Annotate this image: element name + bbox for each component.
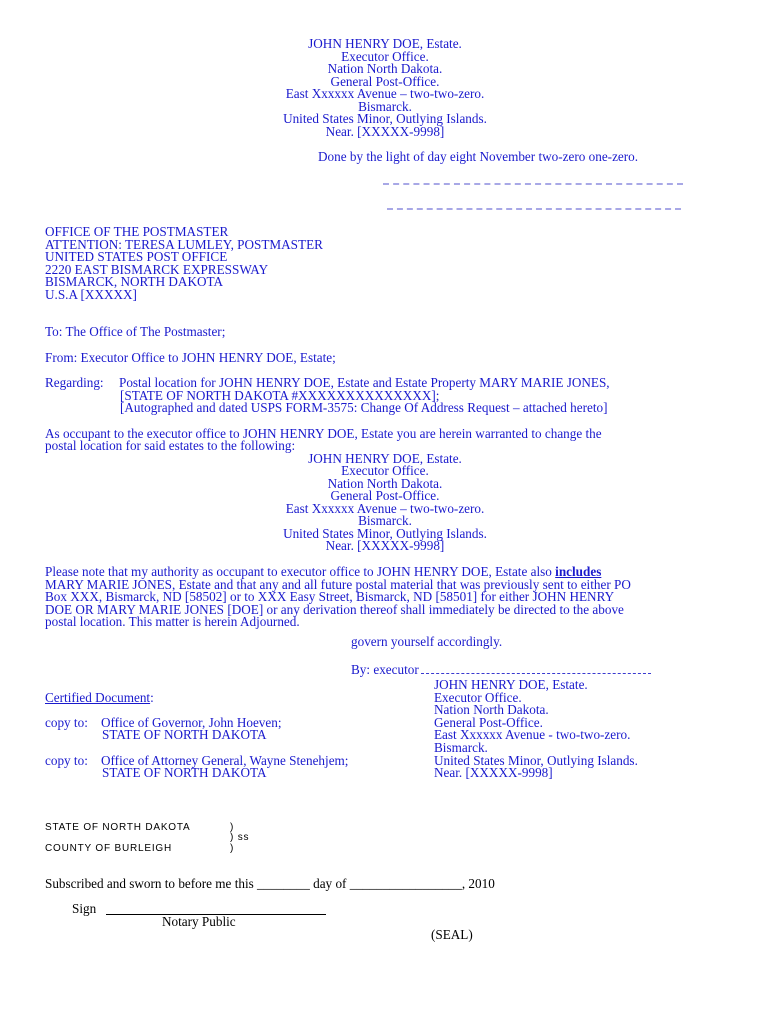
copy-state: STATE OF NORTH DAKOTA (102, 765, 267, 780)
notary-paren: ) (230, 822, 235, 833)
header-line: JOHN HENRY DOE, Estate. (308, 36, 462, 51)
from-line: From: Executor Office to JOHN HENRY DOE, Estate; (45, 350, 336, 365)
by-label: By: executor (351, 662, 419, 677)
header-line: United States Minor, Outlying Islands. (283, 111, 487, 126)
header-line: Bismarck. (358, 99, 412, 114)
address-line: JOHN HENRY DOE, Estate. (308, 451, 462, 466)
emphasis-text: includes (555, 564, 602, 579)
date-line: Done by the light of day eight November two-zero one-zero. (318, 149, 639, 164)
paragraph-line: postal location for said estates to the following: (45, 438, 296, 453)
copy-label: copy to: (45, 715, 88, 730)
address-line: General Post-Office. (330, 488, 440, 503)
notary-state: STATE OF NORTH DAKOTA (45, 822, 191, 833)
regarding-line: Postal location for JOHN HENRY DOE, Estate and Estate Property MARY MARIE JONES, (119, 375, 610, 390)
recipient-line: 2220 EAST BISMARCK EXPRESSWAY (45, 261, 269, 277)
signature-line (421, 664, 651, 674)
address-line: East Xxxxxx Avenue – two-two-zero. (285, 501, 485, 516)
header-line: Executor Office. (341, 49, 429, 64)
signature-line-text: JOHN HENRY DOE, Estate. (434, 677, 588, 692)
certified-document (45, 692, 154, 705)
copy-label: copy to: (45, 753, 88, 768)
signature-line-text: Executor Office. (434, 689, 522, 705)
signature-line-text: Nation North Dakota. (434, 702, 549, 718)
govern-line: govern yourself accordingly. (351, 634, 503, 649)
notary-paren: ) (230, 843, 235, 854)
signature-by (351, 664, 651, 677)
recipient-block (45, 226, 323, 302)
signature-line-text: United States Minor, Outlying Islands. (434, 752, 638, 768)
recipient-line: ATTENTION: TERESA LUMLEY, POSTMASTER (45, 236, 323, 252)
copy-state: STATE OF NORTH DAKOTA (102, 727, 267, 742)
paragraph-line: MARY MARIE JONES, Estate and that any and all future postal material that was previously sent to either PO (45, 577, 631, 592)
notary-public-label: Notary Public (162, 914, 236, 929)
address-line: United States Minor, Outlying Islands. (283, 526, 487, 541)
signature-block (434, 679, 638, 780)
notary-county: COUNTY OF BURLEIGH (45, 843, 173, 854)
paragraph-line: DOE OR MARY MARIE JONES [DOE] or any derivation thereof shall immediately be directed to the above (45, 602, 624, 617)
to-line: To: The Office of The Postmaster; (45, 324, 226, 339)
signature-line-text: East Xxxxxx Avenue - two-two-zero. (434, 727, 631, 743)
paragraph-line: Box XXX, Bismarck, ND [58502] or to XXX Easy Street, Bismarck, ND [58501] for either JOHN HENRY (45, 589, 615, 604)
sworn-line: Subscribed and sworn to before me this ________ day of _________________, 2010 (45, 876, 495, 891)
signature-line-text: Bismarck. (434, 739, 488, 755)
recipient-line: UNITED STATES POST OFFICE (45, 249, 228, 265)
paragraph-line: As occupant to the executor office to JOHN HENRY DOE, Estate you are herein warranted to change the (45, 426, 602, 441)
paragraph-text: Please note that my authority as occupant to executor office to JOHN HENRY DOE, Estate also (45, 564, 556, 579)
header-line: Nation North Dakota. (327, 61, 443, 76)
regarding-line: [STATE OF NORTH DAKOTA #XXXXXXXXXXXXXX]; (120, 388, 440, 403)
copy-office: Office of Attorney General, Wayne Stenehjem; (101, 753, 349, 768)
sign-label: Sign (72, 901, 97, 916)
recipient-line: U.S.A [XXXXX] (45, 286, 137, 302)
regarding-line: [Autographed and dated USPS FORM-3575: Change Of Address Request – attached hereto] (120, 400, 608, 415)
paragraph-line: postal location. This matter is herein Adjourned. (45, 614, 300, 629)
address-line: Bismarck. (358, 513, 412, 528)
recipient-line: BISMARCK, NORTH DAKOTA (45, 274, 224, 290)
address-line: Near. [XXXXX-9998] (325, 538, 445, 553)
address-line: Nation North Dakota. (327, 476, 443, 491)
copy-office: Office of Governor, John Hoeven; (101, 715, 282, 730)
seal-label: (SEAL) (431, 927, 473, 942)
header-line: General Post-Office. (330, 74, 440, 89)
signature-line-text: General Post-Office. (434, 714, 543, 730)
address-line: Executor Office. (341, 463, 429, 478)
signature-line-decoration (383, 183, 683, 185)
certified-label: Certified Document (45, 690, 151, 705)
notary-ss: ) ss (230, 832, 250, 843)
signature-line-decoration (387, 208, 681, 210)
header-line: Near. [XXXXX-9998] (325, 124, 445, 139)
regarding-label: Regarding: (45, 375, 104, 390)
header-line: East Xxxxxx Avenue – two-two-zero. (285, 86, 485, 101)
certified-colon: : (150, 690, 154, 705)
signature-line-text: Near. [XXXXX-9998] (434, 765, 553, 781)
recipient-line: OFFICE OF THE POSTMASTER (45, 224, 229, 239)
